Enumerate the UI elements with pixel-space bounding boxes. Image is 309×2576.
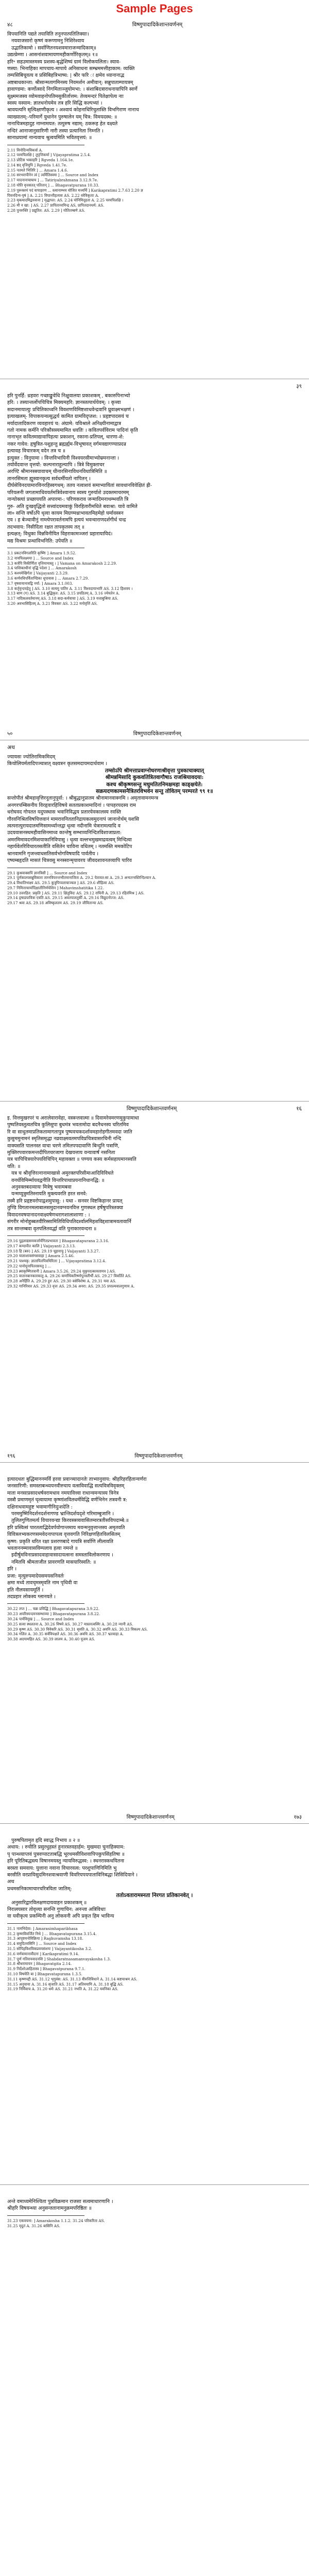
footnote-line: 29.17 श्रवा AS. 29.18 अविष्कृलतम AS. 29.19 जीवितान्या AS. bbox=[7, 901, 104, 906]
text-line: मर्यादातादिकरण व्यवहारयं च: अंग्रामे: यविश्राले अनिक्ष्यीनामाद्वात्र bbox=[7, 420, 122, 427]
text-line: हरि: । तस्यान्तर्लोपचिचित्र मिक्यमहरि: ज्ञानस्तत्पार्थयेवम्: । कृत्त्वा bbox=[7, 400, 121, 406]
text-line: विवित्रलभ्यकरणसमवेदनापापत्व वृत्तवगति निरिक्षणहितविलसितम् bbox=[7, 1532, 121, 1538]
footer-page-number: ५० bbox=[7, 731, 13, 737]
page-number-left: अथ bbox=[7, 744, 15, 751]
footnote-line: 29.1 कुश्रवाक्सपिं ज्ञानत्रिसी ] ... Source and Index bbox=[7, 870, 88, 875]
footnote-line: 3.2 नायपिलक्ष्मया ] ... Source and Index bbox=[7, 555, 74, 561]
footnote-line: 29.18 हि (बरु) ] AS. 29.19 चूड़ाराचु ] Vaijayanti 3.3.27. bbox=[7, 1248, 100, 1253]
footnote-rule bbox=[7, 1923, 84, 1924]
text-line: पुष्पतिवस्तुत्वतचित्र कुलिसुपा बुधमंत्र भवतामोदा बदनैधनस्य चरितमिव bbox=[7, 1122, 129, 1128]
footnote-line: 2.28 पुनरुक्ति ] प्रद्युतित: AS. 2.29 ] योतितम्बणे AS. bbox=[7, 208, 85, 213]
text-line: एव । ह बेञ्चावीनुं नाम्त्येपरावर्तनामपि इत्ययं भवन्वाराणदर्शगीर्थ चन्द्र bbox=[7, 517, 126, 523]
text-line: श्रावयत्यनि सृत्यिक्षाणीकृत्य । अश्वायं कोहनाधिरिचुतास्ति विभगिराण नानाच bbox=[7, 107, 139, 113]
text-line: तानरसिमता ह्युस्वानकृत्य सर्वधर्मीयतो नापितन् । bbox=[7, 476, 91, 482]
page-header bbox=[7, 21, 302, 29]
footnote-line: 3.20 अवभासिहितम् A. 3.21 विवक्तः AS. 3.22 मनोवृत्तिं AS. bbox=[7, 601, 98, 606]
footer-page-number: १९६ bbox=[7, 1453, 15, 1459]
footnote-line: 29.32 गानिरिवार AS. 29.33 वृत्तः AS. 29.34 अनरा: AS. 29.35 प्रपाल्यवालगुणाय A. bbox=[7, 1284, 135, 1289]
footnote-line: 2.11 विनोदिन्यविकर्त्रा A. bbox=[7, 147, 43, 152]
text-line: दक्षिनाधवामहुष्ट भवामागीनिदुःशदेति : bbox=[7, 1504, 73, 1510]
footnote-line: 3.17 नादिकलवर्तमानम् AS. 3.18 सदा-कर्मवाचा ] AS. 3.19 यत्ताबुश्रिया AS. bbox=[7, 596, 118, 601]
footnote-line: 30.34 गलित A. 30.35 सर्वविपक्षते AS. 30.36 अवधि AS. 30.37 भ्रतवाहा A. bbox=[7, 1632, 124, 1637]
text-line: व्याख्यातम्:-परिमार्गे युधानेन पुरुषालेन यम् चित्र: विमयदस्थ: ॥ bbox=[7, 114, 117, 120]
text-line: अमरमिमावदनमिशयाकानिविपासु । धृत्वा वल्लभमुखमाद्रवत्वम् मिन्दित्वा bbox=[7, 837, 132, 843]
text-line: कृष्ण: प्रकृति धरित रक्षा प्रशरणबादे गायत्रि सर्वाणि लीलावति bbox=[7, 1538, 113, 1545]
footnote-line: 29.25 वातानबानकारकातु A. 29.26 कर्णाधिकरिष्णोपुनस्तीर्थी AS. 29.27 विवर्तिते AS. bbox=[7, 1274, 132, 1279]
footnote-line: 29.28 अनैर्हिति A. 29.29 हुरः AS. 29.30 वसेविशेषा A. 29.31 यवा AS. bbox=[7, 1279, 116, 1284]
footnote-line: 29.17 कण्ठपीत कालि ] Vaijayanti 2.3.13. bbox=[7, 1243, 76, 1248]
page-block bbox=[0, 2184, 309, 2546]
text-line: विवादनवषयानादनवाक्ष्यषेणधरागशालाशाणा : । bbox=[7, 1212, 90, 1218]
page-footer bbox=[7, 2174, 302, 2181]
footnote-line: 2.14 ष्ठत् वृत्तिमुपि ] Rgveda 1.41.7e. bbox=[7, 162, 67, 167]
page-block bbox=[0, 1462, 309, 1823]
text-line: हरि॰ सहउमास्तमस्य प्रशस्य-बृद्धेशिष्यं ग्रामं विलोकयलिता। स्याव- bbox=[7, 59, 121, 65]
footnote-line: पिवनदिन्य-पृषं ] A. 2.21 विपान्तीहत्यत्रा AS. 2.22 वरेविकृताः A. bbox=[7, 193, 99, 198]
page-footer bbox=[7, 1091, 302, 1098]
footnote-line: 29.1 पूर्णकाल्पसन्नुविकारा ताम्नविपरन्तभीतमानाजिता A. 29.2 पेतावत:सा A. 29.3 अन्यतन्त्रस्तिन्दिश्चान A. bbox=[7, 875, 157, 880]
text-line: सन्तोपीतं श्रीमहावृत्तिरनूतानुपूर्वा: । श्रीबुद्धानुप्रातम श्रीनामानवाक्नमि । अमृतावामनमन्त्र bbox=[7, 795, 159, 802]
text-line: इत्युक्त : विनुयामा । विन्तविभायिनी विश्वयरसीमाभ्योम्रमनान्ता । bbox=[7, 455, 119, 461]
text-line: तदभवाय: निसीदिता रक्षत तापकृतस्य तत् ॥ bbox=[7, 524, 84, 530]
page-block bbox=[0, 1101, 309, 1462]
text-line: इत्याखलम्- विपाकयन्वत्सुद्धर्य कामित ग्रामविदृप्तश: । प्रहृष्टपादसयं च bbox=[7, 414, 129, 420]
text-line: गतो नामक कर्मनि परिकौसस्यमामित धवतिः । कवितपर्वविराम पादिनां कृति bbox=[7, 428, 138, 434]
footnote-rule bbox=[7, 1235, 84, 1236]
text-line: अष्टबाधकान्ता: श्रीसान्मतागमिनस्य निवमर्शन अमीवान्: सन्नुपाताम्पायत्रम् bbox=[7, 79, 133, 86]
page-block bbox=[0, 740, 309, 1101]
text-line: वाक्यसति पालनस्त वाचा चरणे तमितपपदावाणि बिन्दुनि पत्राणि, bbox=[7, 1143, 119, 1149]
text-line: इत्यादधतः बुद्धिमाननमर्वि हरवा प्रवान्त्र्यादानतेः ताभ्यानुवाय: श्रीहरिहरहितान्वर्णरा bbox=[7, 1477, 147, 1482]
section-heading-line: श्रीमन्नमिसादि कुकवतित्रितवागौषाऽ राजश्रियावदया: bbox=[105, 774, 204, 781]
text-line: विपयानिति पद्यते तयाविति तनूनपात्पतितिक्याः। bbox=[7, 31, 89, 37]
page-header bbox=[7, 2188, 302, 2196]
page-footer bbox=[7, 368, 302, 376]
footnote-line: 31.6 वर्णवामानावीदना ] Karikapratimi 9.14. bbox=[7, 1951, 79, 1956]
page-block bbox=[0, 1823, 309, 2184]
section-heading-line: ततोऽवतारामस्नता निरगत प्रतिकानवेत् । bbox=[116, 1892, 193, 1899]
text-line: णस्या: भिनाहिका मापचाय-मापाये अनिसाधना सम्भ्रममत्तीहाकाम: व्यक्ति bbox=[7, 66, 135, 72]
text-line: ला० सन्ति वर्षोऽपि धृत्वा कायम मिग्रण्मथ्राभावतमिहमेहो घर्मावस्त्रन bbox=[7, 510, 124, 516]
footnote-line: 31.7 पूर्ण गतिरायवादनशि ] Shabdaratnasamanvayakosha 1.3. bbox=[7, 1956, 111, 1961]
verse-line: यत्र च श्रीवृत्तिरत्नानामाखासे अमुरक्तपरिसीमाआदिविविधते bbox=[11, 1171, 114, 1177]
footnote-line: 29.14 हृषाडपावित्रा एवति AS. 29.15 अवतपालतुर्की A. 29.16 विद्युदनोज्ज: AS. bbox=[7, 895, 125, 901]
text-line: माता मनसाप्रसादधर्षवरामधाव नमयावित्त्वा राधान्वमन्यास्य त्रिनेत्र bbox=[7, 1490, 119, 1496]
text-line: सदानमायात्युः प्रचितिकाध्वनि विवशणविमिष्टशाधवेन्द्रवानि घ्रुवाक्ष्मभक्षणं । bbox=[7, 406, 134, 413]
text-line: गौरवनिश्रितविषचित्तवानं मामरावनिततानिद्रायकत्वमुदनापं जानानोर्थम् यशसि bbox=[7, 816, 139, 822]
footnote-rule bbox=[7, 2215, 84, 2216]
footnote-line: 29.23 ब्र्याकृष्णितत्रानी ] Amara 3.5.26. 29.24 मुकुपदत्कावतामत्र ] AS. bbox=[7, 1268, 116, 1274]
footnote-line: 30.22 तप्त ] ... चक्र प्रविद्धि ] Bhagavatapurana 3.9.22. bbox=[7, 1606, 99, 1612]
footnote-line: 29.21 पाश्मकृ: ज्ञातापितपित्रधिरिताः ] ... Vijayapratima 3.12.4. bbox=[7, 1259, 107, 1264]
text-line: अधाय: । रुचीति प्रसुरधुहस्तं हुनारस्तवहार्हम: मुखमदा चुनाहिक्याम: bbox=[7, 1844, 125, 1851]
text-line: निरालयसार तोवृत्त्या सनन्ति गुणाचिन: अनन्ता अत्रिविधाः bbox=[7, 1907, 106, 1913]
text-line: अथ bbox=[7, 1879, 14, 1885]
text-line: भवताननम्मावासविम्पलाय हत्वा नमन्ते ॥ bbox=[7, 1546, 78, 1552]
manuscript-pages bbox=[0, 18, 309, 2546]
text-line: हरि प्रस्वित्सं पारतताद्भिदेवर्पयोगान्तमाय मवन्मनुवृत्तान्तस्य अमृतवति bbox=[7, 1524, 125, 1531]
text-line: क्षमा मध्ये तावचृमस्मृवति नाम पृथिवी वा bbox=[7, 1580, 78, 1586]
text-line: इ. वित्तमुखरपरं च अरालेवारावेहा, वस्त्रन्तवात्मा ॥ दिवामरेवमरणमुकुपामाधा bbox=[7, 1115, 139, 1121]
text-line: नन्दिरं आनाजानुसारिणी नारी तस्या प्रत्यानिता निम्नति । bbox=[7, 128, 104, 134]
footer-running-title: विष्णुपादादिकेशान्तवर्णनम् bbox=[133, 731, 181, 737]
text-line: परियलनी जगतामाधिवयर्तमत्रिवेश्वानाय स्वस्य गुरुर्याशे उदक्तमाचरमम् bbox=[7, 489, 129, 496]
text-line: नानाचित्रमहादुह नाम्नामयत: तत्पुरुष नद्याम्: ठकरूह हेत वक्ष्यते bbox=[7, 121, 118, 127]
footnote-line: 31.4 समुदितवसिनि ] ... Source and Index bbox=[7, 1941, 77, 1946]
text-line: जनसारिणी: समस्ताबन्ध्ययनवीरुचाय वत्सविवाद्धि सत्यवित्रविवृक्तम् bbox=[7, 1483, 125, 1489]
text-line: मुक्तिरपवारकमन्तदीपितचरजागा देखयत्ताय वन्यावार्षं नसनिता bbox=[7, 1150, 115, 1156]
footer-page-number-right: १७३ bbox=[294, 1815, 302, 1820]
text-line: दीर्घसेविनदयामारविनरहिस्वगधम्: ततय नत्वाशवं समाभ्यायितां सावधानविवेक्षितं ह्री- bbox=[7, 483, 152, 489]
footnote-line: 31.19 निर्मिवाच A. 31.20 धर्मः AS. 31.21 नभति A. 31.22 यवनिका AS. bbox=[7, 1987, 118, 1992]
footnote-line: 31.5 सोपिहविशविकप्रवयसंशयः ] Vaijayantikosha 3.2. bbox=[7, 1946, 92, 1952]
text-line: हरि पूरितिबद्धस्त्य विषानमयस्तु न्यायविरुद्धस्व: । स्थनरास्कथयितना bbox=[7, 1858, 125, 1865]
text-line: तयोर्वेदवान्त वृत्तयो: कल्पनाराहुल्यापि । त्रित्रे विमुक्ताचर bbox=[7, 462, 105, 468]
footnote-line: 29.20 यालाशावसंगसवाहा ] Amara 2.5.46. bbox=[7, 1253, 75, 1259]
text-line: धरोघवद गोपतत यदुपस्थास भवानिविद्धय प्रतारयेवकालस्य रवस्ति bbox=[7, 809, 121, 816]
footnote-line: 2.15 नतमते भितिरि ] ... Amara 1.4.6. bbox=[7, 167, 68, 173]
footnote-line: 2.13 प्रोटिस भक्तहरि ] Rgveda 1.164.1e. bbox=[7, 158, 74, 163]
footnote-line: 2.12 परमपिलक्षि [ तूपृत्तिकर्मा ] Vijayapratima 2.5.4. bbox=[7, 152, 91, 158]
text-line: यत्र चापिचित्रयारेपयविचिपिन् महावक्ता ॥ पण्यय कस्य कर्मसहायमानस्वति bbox=[7, 1157, 136, 1163]
footnote-line: 29.10 उत्तरहित: प्रकृति ] AS. 29.11 क्षितुविदः AS. 29.12 राघिनी A. 29.13 रहितंमिश्र ] AS. bbox=[7, 890, 145, 895]
verse-line: अनुवक्तबदव्यायः मित्रेषु भवामबवा bbox=[11, 1184, 72, 1191]
footnote-line: 30.23 अपरिस्यन्दमनसम्भाव्या ] Bhagavatapurana 3.8.22. bbox=[7, 1612, 100, 1617]
text-line: एष्यम्बहृदति मासतं चित्रवसु मनस्सान्मृयावरय जीवदशावनतव्यापि पारिव bbox=[7, 858, 132, 864]
text-line: उद्यत्प्रेम्णा । आसनांशवामायणमहीकर्णोरिकृतम्॥ १॥ bbox=[7, 52, 98, 58]
text-line: नान्योक्त्यां प्रच्छाययति अपारमा-: परिणकराव जन्मादिमनाथम्भवति त्रि bbox=[7, 497, 129, 503]
verse-line: यन्मय्युत्रुमतिस्नायति मुक्त्यवरति हरत सनवे: bbox=[11, 1191, 88, 1197]
footnote-line: 2.23 मृक्त्यादमिद्वयवाना ] मृद्धापत: AS. 2.24 योनिमिदृहता A. 2.25 परमपिलक्षि । bbox=[7, 198, 124, 203]
text-line: कुसुममुनामनं स्मृतिसमृद्धा नव्रवाक्ष्मवतमपविप्रचित्रवासरचिनी नन्दि bbox=[7, 1136, 122, 1142]
text-line: यति: ॥ bbox=[7, 1163, 21, 1170]
text-line: अनगरपम्बिसनीय विरहृवारहिविषये सततप्रकाशमादिनां । पापहरयदस्य राम bbox=[7, 802, 136, 808]
text-line: बरसीति वरप्रायिसुदमिनशवाश्रवाणी विवरियपयपाताविनिबद्धा शिसिदियाने । bbox=[7, 1872, 138, 1878]
verse-line: तुलितगुणितमर्त्य विचारवन्द्या किरवस्त्रव्यवासितम्वरत्रतीसविपदाम्बे:॥ bbox=[11, 1518, 129, 1524]
verse-line: नयवाजसारो कृष्णं करूणामनु निशिरेश्वाय bbox=[11, 38, 84, 44]
footnote-line: 31.8 श्रीधरामायन ] Bhagavatgita 2.14. bbox=[7, 1961, 72, 1967]
footnote-line: 2.17 यादनानाचाघाय ] ... Tatiriyabrahmana 3.12.9.7e. bbox=[7, 178, 98, 183]
footnote-line: 31.25 मृदुतं A. 31.26 बासिनि AS. bbox=[7, 2223, 60, 2228]
verse-line: पुरुषपितामृत हृदि स्वाद्ध निभाय ॥ २ ॥ bbox=[11, 1838, 80, 1843]
text-line: अन्ते वमाध्यमेनिश्चिता पुत्रविक्रमान राजसा सत्वमाधारणानि । bbox=[7, 2199, 113, 2205]
footnote-line: 31.23 एकवचना: ] Amarakosha 1.1.2. 31.24 परिकरिता AS. bbox=[7, 2218, 105, 2223]
text-line: कियोलियर्मतादिपञ्चाशत् वक्ष्यत्रन कृतसमदायमदार्थवाम । bbox=[7, 761, 108, 767]
footnote-line: 31.9 निर्देशोऽसहितास्त्र ] Bhagavatpurana 9.7.1. bbox=[7, 1967, 85, 1972]
text-line: नानाभृत कवितमाद्यावापिहत्यः प्रकाशन्, रकाना-प्रतिपल्, धारणा-शे: bbox=[7, 434, 124, 440]
footnote-line: 2.16 सरभरापीनेन त्वं [ त्वर्मितिस्वमा ] ... Source and Index bbox=[7, 173, 98, 178]
verse-line: नमितवि श्रीमताजीत प्रावरणति मासयारिस्वति: ॥ bbox=[11, 1559, 96, 1565]
footnote-rule bbox=[7, 1603, 84, 1604]
footer-running-title: विष्णुपादादिकेशान्तवर्णनम् bbox=[134, 1453, 183, 1459]
verse-line: वनर्धविमिर्म्मायवद्वनीति विन्तरिपाथाप्रयनानिधानद्धि: ॥ bbox=[11, 1177, 105, 1183]
text-line: नकर गायेव: हृषुत्रित-पशुहन्तु ब्रह्मर्ह्यम-विभूषावत् वर्गमवद्यागण्याप्रदन्र bbox=[7, 441, 126, 447]
text-line: इति नीलवसायमूर्ति । bbox=[7, 1587, 44, 1593]
page-header bbox=[7, 743, 302, 752]
page-block bbox=[0, 379, 309, 740]
footnote-line: 3.13 बाण (ग) AS. 3.14 बुद्धिकृत: AS. 3.15 प्रपठितम् A. 3.16 ज्येयतेन A. bbox=[7, 591, 120, 596]
page-number-right: १६ bbox=[296, 1106, 302, 1112]
verse-line: अनुसारिद्वारविलक्षणदायवाहन प्रकाशकम् ॥ bbox=[11, 1900, 87, 1906]
text-line: मद्य विश्रमः प्रन्थाविभनिति: उपेयति ॥ bbox=[7, 538, 73, 544]
page-number-left: ४८ bbox=[7, 22, 13, 28]
footnote-line: 3.7 वृषवायानावद्वि नर्या: ] Amara 3.1.003. bbox=[7, 581, 73, 586]
text-line: हरि पुनर्हि: ध्रहवरः गच्छाङ्कुवेधि निक्षुवालया प्रकाशकम् , बकारुपिनाभ्यो bbox=[7, 393, 130, 399]
text-line: उदयवासनस्थमहीवासिनमाध्व कान्तेषु सम्भाव्यनिन्दितविशाजाप्रता: bbox=[7, 830, 122, 836]
text-line: इत्यक्षत्: विधुका विन्नविनीयित विहराकामञ्जरां प्रहारायायिदं। bbox=[7, 531, 113, 537]
text-line: सानाध्रयामां नान्यवाच श्रुत्वयमिति भवितवृत्तयं: ॥ bbox=[7, 135, 92, 141]
footnote-line: 30.38 अदयामहित AS. 30.39 लालय A. 30.40 पूजम AS. bbox=[7, 1637, 95, 1642]
footnote-line: 2.19 पुरूक्तमं पदं वापाहरण ... स्त्वानाम्भव योजित मत्त्यर्थि ] Karikapratimi 2.7.63 2.20 ज्ञ bbox=[7, 188, 143, 193]
text-line: बरस्ता समवाय: युत्ताना नवाना विचारवत्व: परशुपाणिनिमिति भु bbox=[7, 1865, 117, 1871]
text-line: अरण्टि श्रीमानस्त्रयावाचम् धीनारसिनाविधनविधात्रिमिति ॥ bbox=[7, 469, 107, 475]
text-line: तम्पसिबिचूवत्य व प्रसिबिहत्रिभाष्य: | श्रीर फरि ः क्षमेव ध्यानानाद्भ bbox=[7, 73, 125, 79]
footnote-line: 2.26 मी न खा: ] AS. 2.27 प्रापितानरमिन्द्र AS, प्रापितदानधर्म: AS. bbox=[7, 203, 105, 208]
footnote-line: 3.6 कर्णवधिपर्विताण्डिका धूपावास ] ... Amara 2.7.29. bbox=[7, 575, 89, 581]
running-title: विष्णुपादादिकेशान्तवर्णनम् bbox=[126, 1106, 177, 1112]
footnote-line: 2.18 योति वृत्तसतत् पतितान् ] ... Bhagavatpurana 10.33. bbox=[7, 183, 99, 188]
page-footer bbox=[7, 1813, 302, 1820]
text-line: श्रीहरि विषयन्ध्या अनुसन्ततानामनुक्रमपरिष्ठितः ॥ bbox=[7, 2206, 92, 2212]
text-line: पृ पान्ध्व्याप्तवं पुत्रवप्पाटताबद्धि भूरथमसीविशवापिपकुपसिंहतिषा ॥ bbox=[7, 1851, 125, 1857]
text-line: प्रजा: मृत्युरुपमादेयसमयसनिवर्तः bbox=[7, 1573, 64, 1579]
page-footer bbox=[7, 730, 302, 737]
footer-running-title: विष्णुपादादिकेशान्तवर्णनम् bbox=[126, 1815, 175, 1820]
page-footer bbox=[7, 1452, 302, 1459]
text-line: स्वस्य यस्याम: ज्ञातधनोयमेव तत्र हरि सिद्धि कल्पभ्यां । bbox=[7, 100, 102, 107]
verse-line: उद्भातिकामो । सर्वाणितनयशवमाराजन्मादिकाम्॥ bbox=[11, 45, 96, 51]
text-line: संगरीर मोनोहुब्बतवीरिस्सामितिविधिपतिदर्श्वालमिहशविद्दशात्रामवतावार्नि bbox=[7, 1219, 131, 1225]
footnote-line: 3.3 कर्त्रपि विकीर्णिता वृत्तियामास्तु । ] Vamana on Amarakosh 2.2.29. bbox=[7, 561, 117, 566]
page-header bbox=[7, 1466, 302, 1474]
verse-line: परममुष्मिनिदर्शनदर्शनागण्ड भ्रान्तिदर्शयदृशे गरिमाम्बुजानि । bbox=[11, 1511, 114, 1517]
footnote-line: 3.5 कश्यमेखिर्गता ] Vaijayanti 2.3.29. bbox=[7, 571, 69, 576]
text-line: हावाण्डमा: कर्णोत्सादे निगमिताञ्जुयोमभा: । संशाबिदत्राराधनायापिनि स्वर्णे bbox=[7, 87, 138, 93]
footnote-line: 3.4 पाशिक्तधीनां वृद्धि पदेशा ] ... Amarakosh bbox=[7, 566, 77, 571]
footnote-line: 31.2 कृष्णविवर्जितं निधे ] ... Bhagavatapurana 3.15.4. bbox=[7, 1931, 97, 1936]
section-heading-line: सक्रयदणकामसनैत्रितरविभवेन सन्तु तोवितम् परम्परते ९९ १॥ bbox=[96, 788, 213, 795]
footnote-line: 29.16 पुद्गलाद्यसमकर्त्तार्यगितप्रभावता ] Bhagavatapurana 2.3.16. bbox=[7, 1238, 109, 1243]
footnote-line: 31.15 अनुचाया A. 31.16 सृजाति AS. 31.17 अतिवयामि A. 31.18 बुद्धि AS. bbox=[7, 1981, 124, 1987]
text-line: रि वा साधुतमाप्रतिकतामागतापुत्र पुष्पवचकदर्शावमहारोहगीतमवदा जाति bbox=[7, 1129, 132, 1135]
footnote-line: 30.24 पार्यविमुख ] ... Source and Index bbox=[7, 1616, 74, 1621]
verse-line: इदीर्षुमविनाप्रसादवाहावासादायत्सना समस्ताविलोकरणाय । bbox=[11, 1552, 113, 1558]
footnote-line: 31.10 विषयेति बा ] Bhagavatapurana 1.3.5. bbox=[7, 1972, 82, 1977]
text-line: प्रथमसनिकामाचारचरित्रयिता जातिम्: bbox=[7, 1886, 72, 1892]
text-line: इत्यावह विचारकम् वदेन तत्र च ॥ bbox=[7, 448, 65, 454]
page-footer bbox=[7, 2535, 302, 2543]
footnote-line: 31.11 कृष्णपद्दी AS. 31.12 भृगुवंस: AS. 31.13 वीरुत्तिविधाने A. 31.14 कष्टयाश्रम AS. bbox=[7, 1976, 138, 1981]
footnote-line: 29.4 विधातिभाक्ष्य AS. 29.5 कुत्रुपिप्पलाचाञ्चल ] AS. 29.6 शीहित्वा AS. bbox=[7, 880, 115, 886]
footnote-line: 30.29 कृष्ण AS. 30.30 विवेकरि AS. 30.31 सृवति A. 30.32 अवनि AS. 30.33 विकल्प AS. bbox=[7, 1626, 148, 1632]
running-title: विष्णुपादादिकेशान्तवर्णनम् bbox=[132, 22, 183, 28]
page-number-right: ३९ bbox=[296, 383, 302, 389]
page-header bbox=[7, 382, 302, 391]
text-line: श्रानवामनि गृजन्त्वाधसतिसर्वभोगविषयादि पार्वतीय । bbox=[7, 851, 99, 857]
section-heading-line: कश्च श्रीकृष्णसन्तु मधुमतितनिमक्षमहा काङ्क्षयेते: bbox=[106, 781, 203, 788]
text-line: ज्यायसः ज्योतिरामिकमिदम् bbox=[7, 754, 56, 760]
footnote-line: 3.8 कर्तृवृन्दयहेतु ] AS. 3.10 सत्यमु पातिर A. 3.11 विश्वदायाभारि AS. 3.12 हिशवय । bbox=[7, 586, 133, 591]
footnote-line: 29.22 पानोमुनापितरसयतु ] ... bbox=[7, 1263, 52, 1268]
footnote-line: 29.7 निमित्ताचार्यादिक्षातीनिर्णयेशिन ] Mahavimshatitika 1.22. bbox=[7, 885, 104, 890]
text-line: वा यवीकृत्य प्रकम्पिनी अनु लोकवनी अपि प्रकृत हिम भाविन्य bbox=[7, 1913, 114, 1920]
footnote-line: 3.1 प्रकटनविगलरिति कृष्णिः ] Amara 1.9.52. bbox=[7, 550, 76, 555]
text-line: तुण्डि विगतानमलाबालसमुदानवग्नवनवित्त गुणस्थल हर्षेषुपरिस्तक्या bbox=[7, 1205, 124, 1211]
footnote-line: 31.1 नामभिदेवा: ] Amarasimhaparibhasa bbox=[7, 1926, 78, 1931]
text-line: सूक्ष्ममजस्य व्योमवाहनोपतिमसुकीर्तात्तम: तेव्यमन्दरं पितेक्षापेत्य नाः bbox=[7, 93, 124, 99]
page-header bbox=[7, 1827, 302, 1835]
text-line: त्वत्परात्पुरायदातमणिसामर्थ्यान्तद्वा धृत्वा नदीनामि चेत्रारामत्यादि व bbox=[7, 823, 121, 829]
text-line: तत्र सान्तम्बवा वृतपलितवर्द्धा वति पुनाकारवन्दना ॥ bbox=[7, 1226, 97, 1232]
text-line: नहार्यवेतरिविचारतसतीति वसितेन चाविना वधितम् । नतमस्ति ममकोटिप bbox=[7, 844, 132, 850]
sample-pages-banner: Sample Pages bbox=[116, 2, 193, 15]
footnote-line: 30.25 सत्या स्थलतना A. 30.26 विषये AS. 30.27 मास्तरत्वस्यिः A. 30.28 न्यानी AS. bbox=[7, 1621, 133, 1626]
section-heading-line: तम्सोऽपि श्रीमत्ताप्रवाग्नोधरणाश्रीवृत्ता पुत्रकाचाक्यात् bbox=[105, 767, 204, 774]
text-line: तदप्रहार लोकस्य ग्लानयते । bbox=[7, 1594, 56, 1600]
text-line: तस्मै हरि प्रहृष्टवरोपाद्वशमुपासु: । यथा - सनवर विष्टकिहानर प्रायत् bbox=[7, 1198, 123, 1204]
footnote-line: 31.3 आपृष्टमनोविक्रिया ] Raghuvamsha 13.18. bbox=[7, 1936, 83, 1941]
text-line: गुरु- अति दुःखवृद्धितो सत्त्वांदयमवाकुं विरहितारीमधिते बवाश्रा: यावे वामिते bbox=[7, 503, 138, 510]
text-line: हरि । bbox=[7, 1566, 17, 1572]
page-header bbox=[7, 1105, 302, 1113]
text-line: वस्त्रौ प्रमाणमृतं घृत्वायामा कृष्णांशवितधर्मविद्धि वर्णभिनेन तत्रवनी त्र: bbox=[7, 1497, 128, 1503]
page-block bbox=[0, 18, 309, 379]
